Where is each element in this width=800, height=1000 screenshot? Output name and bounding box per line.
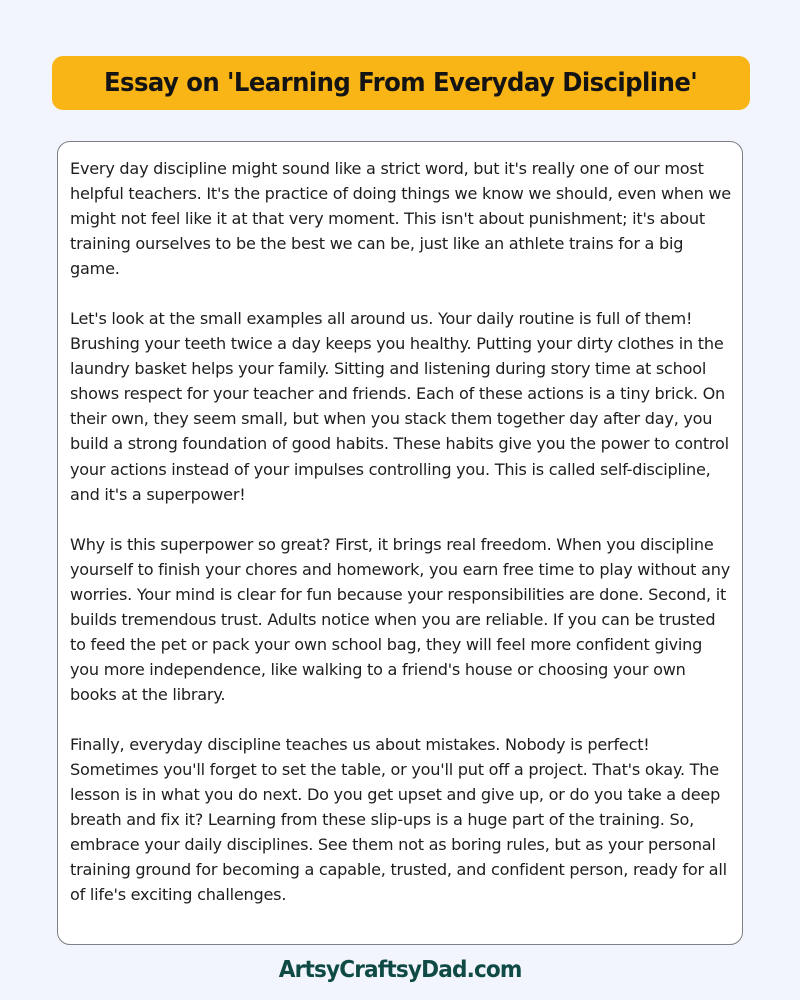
essay-paragraph: Every day discipline might sound like a strict word, but it's really one of our most helpful teachers. It's the practice of doing things we know we should, even when we might not feel like it at that very moment. This isn't about punishment; it's about training ourselves to be the best we can be, just like an athlete trains for a big game. xyxy=(70,159,731,279)
site-footer xyxy=(0,957,800,983)
essay-paragraph: Finally, everyday discipline teaches us about mistakes. Nobody is perfect! Sometimes you'll forget to set the table, or you'll put off a project. That's okay. The lesson is in what you do next. Do you get upset and give up, or do you take a deep breath and fix it? Learning from these slip-ups is a huge part of the training. So, embrace your daily disciplines. See them not as boring rules, but as your personal training ground for becoming a capable, trusted, and confident person, ready for all of life's exciting challenges. xyxy=(70,734,727,905)
essay-title-banner xyxy=(52,56,750,110)
essay-content-card xyxy=(57,141,743,945)
essay-paragraph: Let's look at the small examples all around us. Your daily routine is full of them! Brushing your teeth twice a day keeps you healthy. Putting your dirty clothes in the laundry basket helps your family. Sitting and listening during story time at school shows respect for your teacher and friends. Each of these actions is a tiny brick. On their own, they seem small, but when you stack them together day after day, you build a strong foundation of good habits. These habits give you the power to control your actions instead of your impulses controlling you. This is called self-discipline, and it's a superpower! xyxy=(70,309,729,504)
essay-paragraph: Why is this superpower so great? First, it brings real freedom. When you discipline yourself to finish your chores and homework, you earn free time to play without any worries. Your mind is clear for fun because your responsibilities are done. Second, it builds tremendous trust. Adults notice when you are reliable. If you can be trusted to feed the pet or pack your own school bag, they will feel more confident giving you more independence, like walking to a friend's house or choosing your own books at the library. xyxy=(70,534,730,704)
site-brand-label: ArtsyCraftsyDad.com xyxy=(278,957,522,983)
essay-body xyxy=(70,156,731,907)
page-title: Essay on 'Learning From Everyday Discipline' xyxy=(104,68,698,98)
